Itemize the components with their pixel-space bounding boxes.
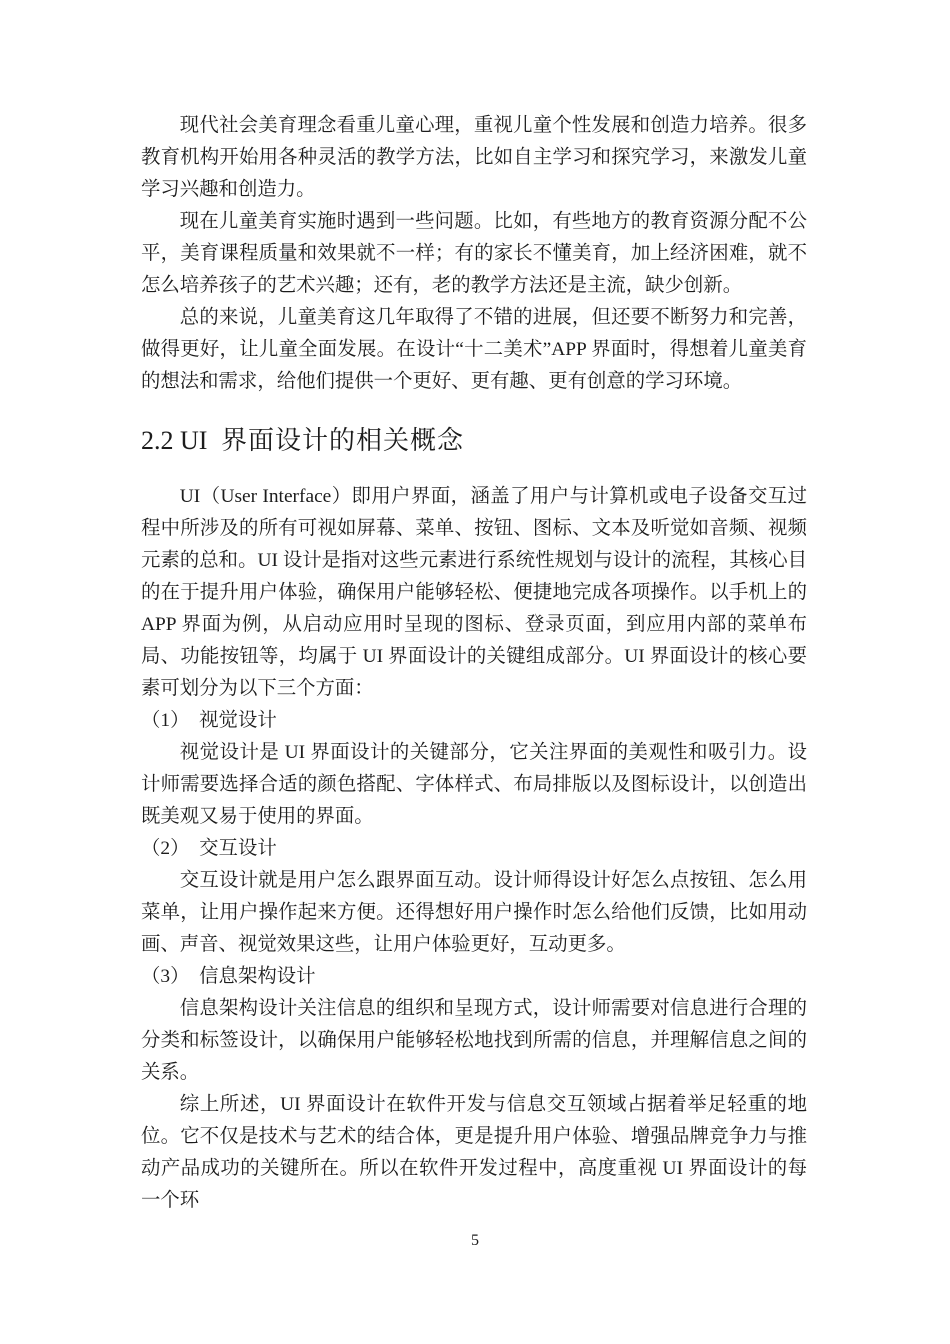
paragraph-aesthetic-education-summary: 总的来说，儿童美育这几年取得了不错的进展，但还要不断努力和完善，做得更好，让儿童全面发展。在设计“十二美术”APP 界面时，得想着儿童美育的想法和需求，给他们提供一个更好、更有趣、更有创意的学习环境。 xyxy=(141,307,807,392)
paragraph-visual-design: 视觉设计是 UI 界面设计的关键部分，它关注界面的美观性和吸引力。设计师需要选择合适的颜色搭配、字体样式、布局排版以及图标设计，以创造出既美观又易于使用的界面。 xyxy=(141,742,807,827)
paragraph-conclusion: 综上所述，UI 界面设计在软件开发与信息交互领域占据着举足轻重的地位。它不仅是技术与艺术的结合体，更是提升用户体验、增强品牌竞争力与推动产品成功的关键所在。所以在软件开发过程中，高度重视 UI 界面设计的每一个环 xyxy=(141,1094,807,1211)
paragraph-ui-definition: UI（User Interface）即用户界面，涵盖了用户与计算机或电子设备交互过程中所涉及的所有可视如屏幕、菜单、按钮、图标、文本及听觉如音频、视频元素的总和。UI 设计是指对这些元素进行系统性规划与设计的流程，其核心目的在于提升用户体验，确保用户能够轻松、便捷地完成各项操作。以手机上的 APP 界面为例，从启动应用时呈现的图标、登录页面，到应用内部的菜单布局、功能按钮等，均属于 UI 界面设计的关键组成部分。UI 界面设计的核心要素可划分为以下三个方面： xyxy=(141,486,807,699)
paragraph-aesthetic-education-problems: 现在儿童美育实施时遇到一些问题。比如，有些地方的教育资源分配不公平，美育课程质量和效果就不一样；有的家长不懂美育，加上经济困难，就不怎么培养孩子的艺术兴趣；还有，老的教学方法还是主流，缺少创新。 xyxy=(141,211,807,296)
paragraph-interaction-design: 交互设计就是用户怎么跟界面互动。设计师得设计好怎么点按钮、怎么用菜单，让用户操作起来方便。还得想好用户操作时怎么给他们反馈，比如用动画、声音、视觉效果这些，让用户体验更好，互动更多。 xyxy=(141,870,807,955)
section-heading-2-2 xyxy=(141,422,807,459)
document-body xyxy=(141,110,807,1217)
paragraph-information-architecture: 信息架构设计关注信息的组织和呈现方式，设计师需要对信息进行合理的分类和标签设计，以确保用户能够轻松地找到所需的信息，并理解信息之间的关系。 xyxy=(141,998,807,1083)
list-item-3-label: （3） 信息架构设计 xyxy=(141,966,316,987)
list-item-1-label: （1） 视觉设计 xyxy=(141,710,277,731)
page-number: 5 xyxy=(471,1232,479,1249)
section-heading-number: 2.2 UI xyxy=(141,426,208,455)
paragraph-aesthetic-education-concept: 现代社会美育理念看重儿童心理，重视儿童个性发展和创造力培养。很多教育机构开始用各种灵活的教学方法，比如自主学习和探究学习，来激发儿童学习兴趣和创造力。 xyxy=(141,115,807,200)
section-heading-title: 界面设计的相关概念 xyxy=(220,425,464,455)
list-item-2-label: （2） 交互设计 xyxy=(141,838,277,859)
